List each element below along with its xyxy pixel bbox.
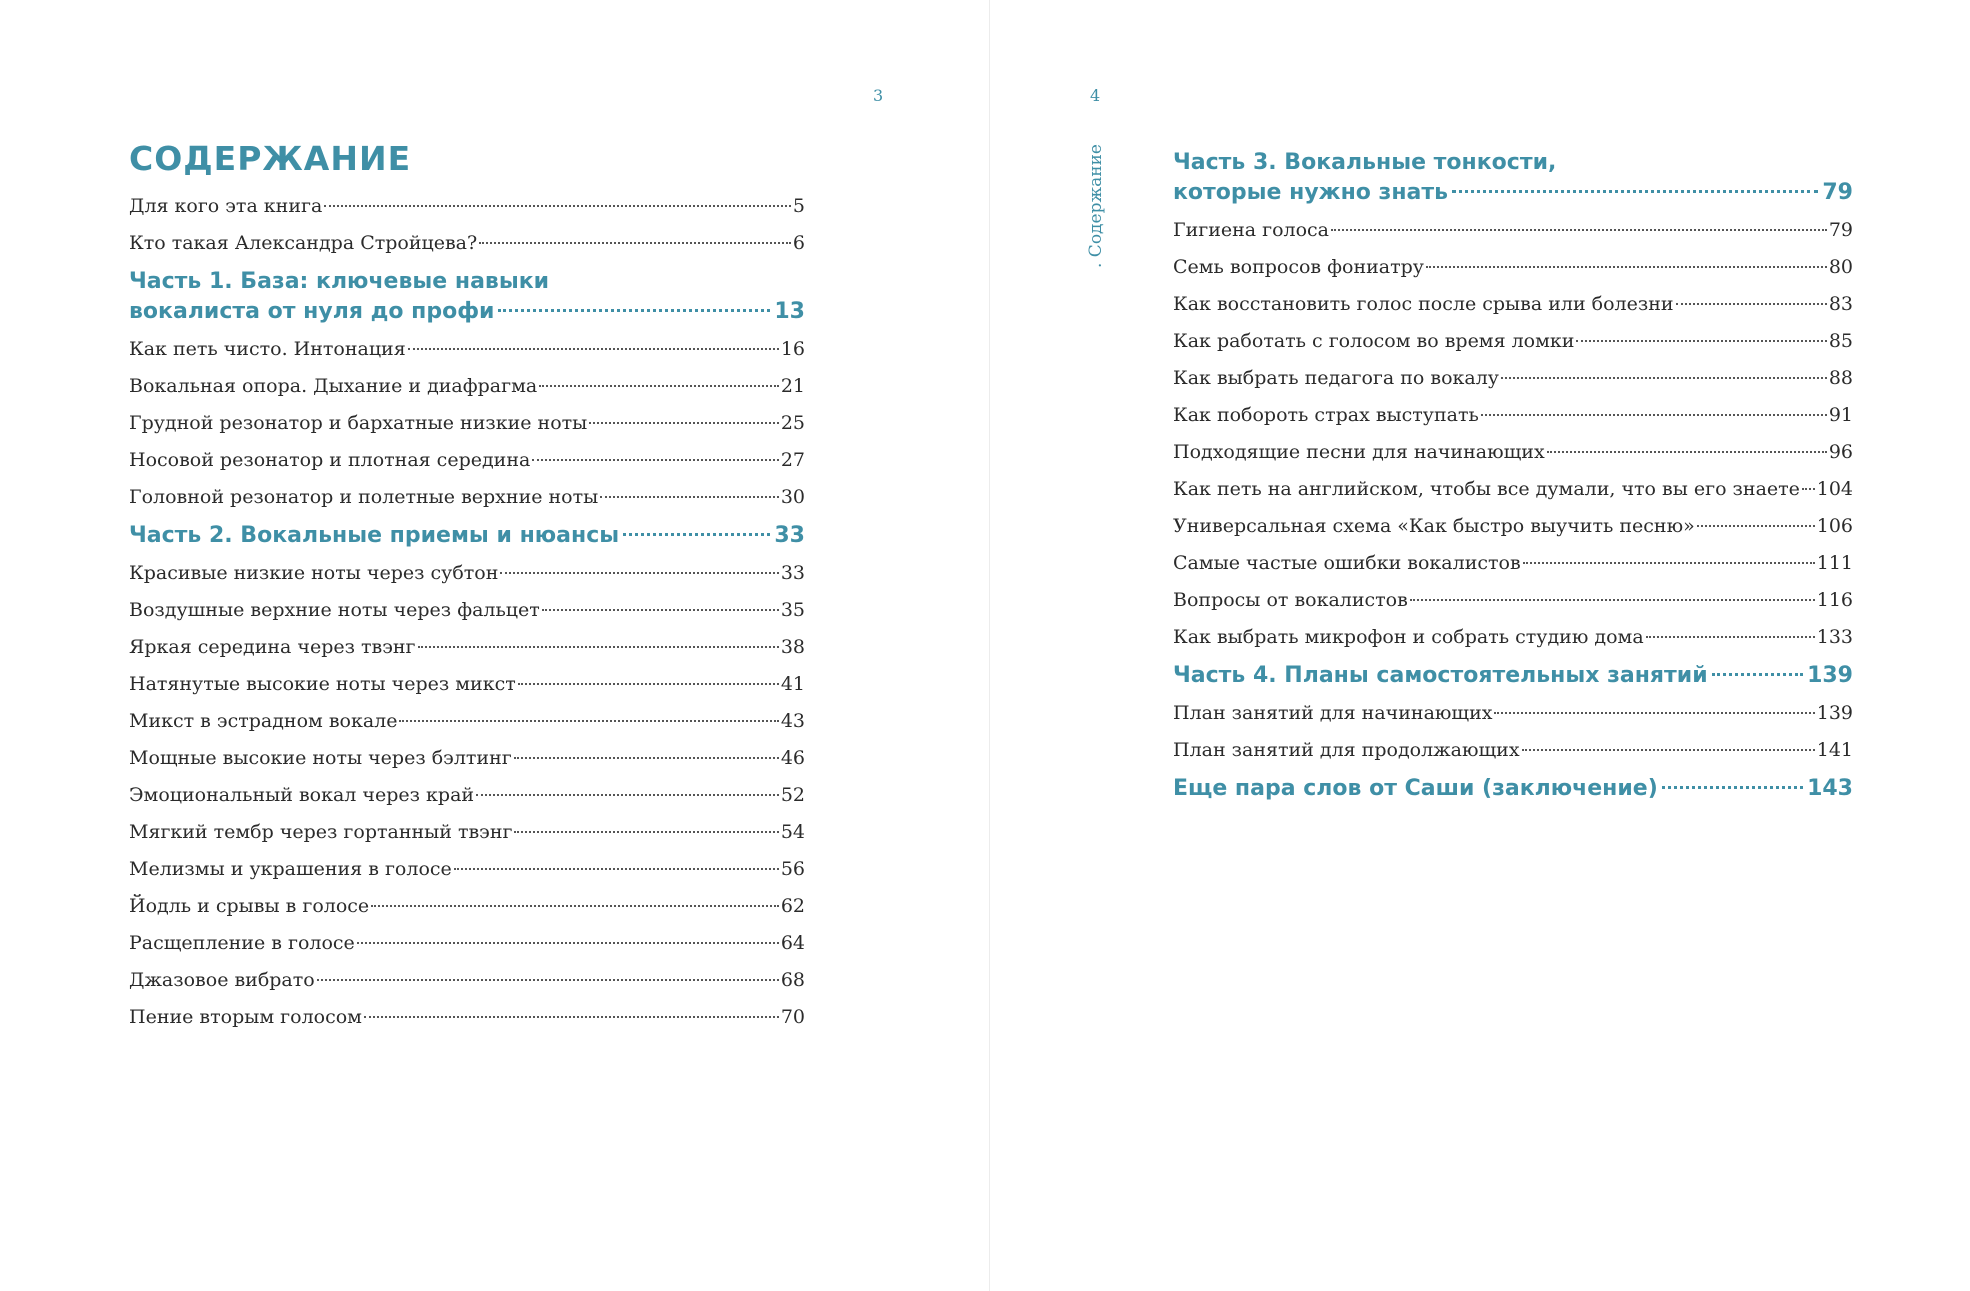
- toc-entry[interactable]: Расщепление в голосе 64: [129, 932, 805, 954]
- toc-entry[interactable]: План занятий для продолжающих 141: [1173, 739, 1853, 761]
- toc-entry[interactable]: Как работать с голосом во время ломки 85: [1173, 330, 1853, 352]
- toc-entry[interactable]: Красивые низкие ноты через субтон 33: [129, 562, 805, 584]
- toc-entry[interactable]: Мягкий тембр через гортанный твэнг 54: [129, 821, 805, 843]
- toc-entry[interactable]: Мелизмы и украшения в голосе 56: [129, 858, 805, 880]
- page-title: СОДЕРЖАНИЕ: [129, 139, 412, 178]
- toc-entry[interactable]: Мощные высокие ноты через бэлтинг 46: [129, 747, 805, 769]
- right-toc-column: [1173, 148, 1853, 808]
- toc-entry[interactable]: Йодль и срывы в голосе 62: [129, 895, 805, 917]
- part-heading-2[interactable]: Часть 2. Вокальные приемы и нюансы 33: [129, 523, 805, 548]
- left-toc-column: [129, 140, 805, 1036]
- toc-entry[interactable]: Подходящие песни для начинающих 96: [1173, 441, 1853, 463]
- toc-entry[interactable]: Головной резонатор и полетные верхние ноты 30: [129, 486, 805, 508]
- toc-entry[interactable]: Микст в эстрадном вокале 43: [129, 710, 805, 732]
- conclusion-heading[interactable]: Еще пара слов от Саши (заключение) 143: [1173, 776, 1853, 801]
- toc-entry[interactable]: Семь вопросов фониатру 80: [1173, 256, 1853, 278]
- toc-entry[interactable]: Носовой резонатор и плотная середина 27: [129, 449, 805, 471]
- toc-entry[interactable]: Гигиена голоса 79: [1173, 219, 1853, 241]
- toc-entry[interactable]: Пение вторым голосом 70: [129, 1006, 805, 1028]
- part-heading-1[interactable]: Часть 1. База: ключевые навыки вокалиста от нуля до профи 13: [129, 269, 805, 324]
- toc-entry[interactable]: Универсальная схема «Как быстро выучить песню» 106: [1173, 515, 1853, 537]
- toc-entry[interactable]: Яркая середина через твэнг 38: [129, 636, 805, 658]
- toc-entry[interactable]: Для кого эта книга 5: [129, 195, 805, 217]
- toc-entry[interactable]: План занятий для начинающих 139: [1173, 702, 1853, 724]
- toc-entry[interactable]: Как выбрать микрофон и собрать студию дома 133: [1173, 626, 1853, 648]
- left-page-number: 3: [873, 86, 884, 105]
- toc-entry[interactable]: Воздушные верхние ноты через фальцет 35: [129, 599, 805, 621]
- toc-entry[interactable]: Джазовое вибрато 68: [129, 969, 805, 991]
- part-heading-4[interactable]: Часть 4. Планы самостоятельных занятий 139: [1173, 663, 1853, 688]
- toc-entry[interactable]: Как петь чисто. Интонация 16: [129, 338, 805, 360]
- toc-entry[interactable]: Эмоциональный вокал через край 52: [129, 784, 805, 806]
- toc-entry[interactable]: Как петь на английском, чтобы все думали, что вы его знаете 104: [1173, 478, 1853, 500]
- toc-entry[interactable]: Как восстановить голос после срыва или болезни 83: [1173, 293, 1853, 315]
- toc-entry[interactable]: Вокальная опора. Дыхание и диафрагма 21: [129, 375, 805, 397]
- running-header: . Содержание: [1086, 144, 1106, 268]
- toc-entry[interactable]: Самые частые ошибки вокалистов 111: [1173, 552, 1853, 574]
- page-gutter: [989, 0, 990, 1291]
- right-page-number: 4: [1090, 86, 1101, 105]
- toc-entry[interactable]: Как выбрать педагога по вокалу 88: [1173, 367, 1853, 389]
- toc-entry[interactable]: Как побороть страх выступать 91: [1173, 404, 1853, 426]
- toc-entry[interactable]: Грудной резонатор и бархатные низкие ноты 25: [129, 412, 805, 434]
- part-heading-3[interactable]: Часть 3. Вокальные тонкости, которые нужно знать 79: [1173, 150, 1853, 205]
- toc-entry[interactable]: Вопросы от вокалистов 116: [1173, 589, 1853, 611]
- toc-entry[interactable]: Кто такая Александра Стройцева? 6: [129, 232, 805, 254]
- toc-entry[interactable]: Натянутые высокие ноты через микст 41: [129, 673, 805, 695]
